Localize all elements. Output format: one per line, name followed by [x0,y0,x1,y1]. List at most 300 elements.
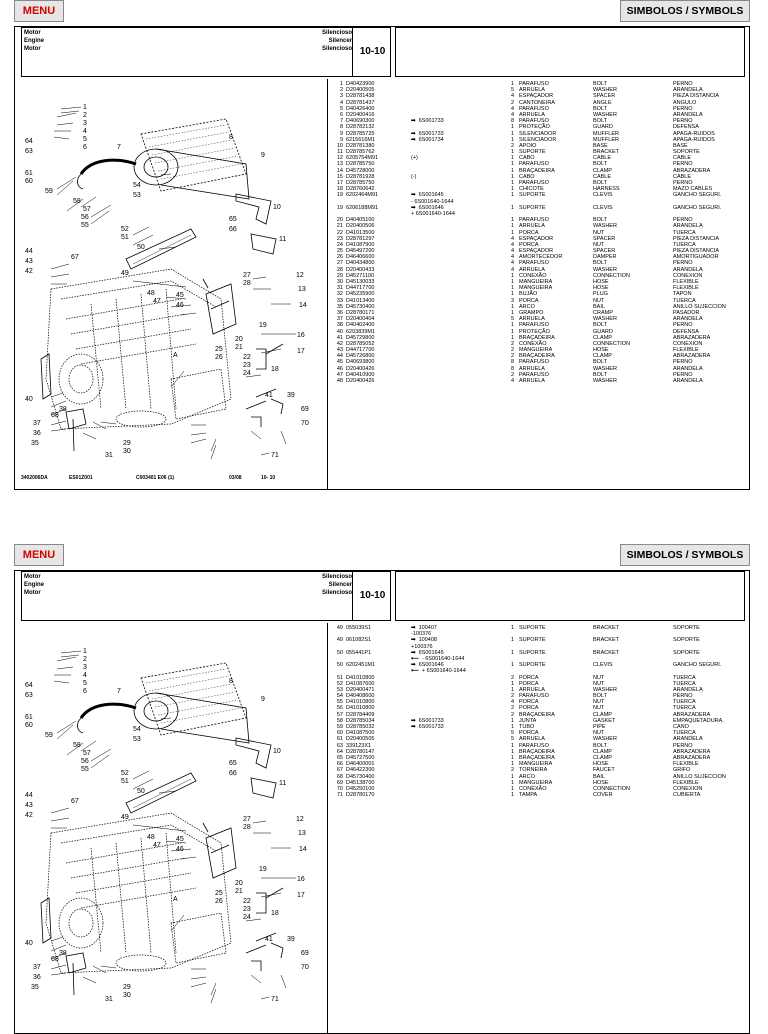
description-es: PERNO [673,180,693,186]
ref-number: 10 [336,142,343,149]
description-pt: MANGUEIRA [519,761,553,768]
quantity: 4 [510,248,514,255]
callout-65: 65 [229,216,237,223]
subgroup-title-pt: Silencioso [321,30,352,36]
description-es: GANCHO SEGURI. [673,662,722,669]
serial-note-text: - 6S001640-1644 [421,655,465,662]
part-number: D44717700 [346,285,375,292]
description-es: ANILLO SUJECCION [673,773,726,780]
description-en: CLEVIS [593,204,613,211]
quantity: 8 [510,359,514,366]
description-en: ANGLE [593,99,612,106]
description-es: TUERCA [673,297,696,304]
ref-number: 46 [336,365,343,372]
quantity: 4 [510,266,514,273]
ref-number: 31 [336,285,343,292]
ref-number: 25 [336,248,343,255]
ref-number: 14 [336,167,343,174]
quantity: 5 [510,87,514,94]
description-en: NUT [593,705,605,712]
part-number: D28785725 [346,130,375,137]
description-en: BOLT [593,359,607,366]
description-en: NUT [593,699,605,706]
part-number: D20400426 [346,378,375,384]
callout-13: 13 [298,286,306,293]
quantity: 2 [510,371,514,378]
callout-65: 65 [229,760,237,767]
description-pt: MANGUEIRA [519,347,553,354]
part-number: 6203839M1 [346,328,376,335]
description-pt: PORCA [519,699,539,706]
part-number: D46422300 [346,767,375,774]
description-pt: ARRUELA [519,686,545,693]
description-es: ARANDELA [673,87,703,94]
description-pt: SUPORTE [519,637,546,644]
callout-36: 36 [33,430,41,437]
description-pt: BRAÇADEIRA [519,711,555,718]
description-en: CONNECTION [593,785,630,792]
description-pt: PARAFUSO [519,359,549,366]
description-es: TUERCA [673,674,696,681]
callout-23: 23 [243,362,251,369]
description-pt: APOIO [519,142,537,149]
callout-3: 3 [83,664,87,671]
description-pt: PORCA [519,680,539,687]
ref-number: 19 [336,204,343,211]
description-en: DAMPER [593,254,617,261]
callout-54: 54 [133,182,141,189]
description-es: TAPON [673,291,692,298]
callout-22: 22 [243,354,251,361]
description-en: HOSE [593,285,609,292]
callout-1: 1 [83,104,87,111]
part-number: D41013400 [346,297,375,304]
part-number: D40693800 [346,359,375,366]
callout-4: 4 [83,128,87,135]
description-en: NUT [593,297,605,304]
description-es: FLEXIBLE [673,347,699,354]
ref-number: 22 [336,229,343,236]
description-en: CLAMP [593,754,612,761]
part-number: D41010800 [346,699,375,706]
description-en: BRACKET [593,649,619,656]
callout-31: 31 [105,452,113,459]
callout-6: 6 [83,688,87,695]
callout-16: 16 [297,332,305,339]
callout-69: 69 [301,950,309,957]
description-pt: ARCO [519,303,535,310]
callout-46: 46 [176,846,184,853]
description-es: GANCHO SEGURI. [673,204,722,211]
quantity: 4 [510,93,514,100]
quantity: 1 [510,272,514,279]
description-es: PERNO [673,118,693,125]
description-es: APAGA-RUIDOS [673,136,715,143]
ref-number: 23 [336,235,343,242]
description-en: GASKET [593,717,616,724]
description-en: CLAMP [593,353,612,360]
engine-block-shape [46,269,231,429]
ref-number: 67 [336,767,343,774]
callout-40: 40 [25,396,33,403]
menu-button[interactable]: MENU [14,544,64,566]
ref-number: 20 [336,217,343,224]
callout-54: 54 [133,726,141,733]
quantity: 2 [510,674,514,681]
quantity: 2 [510,767,514,774]
serial-arrow-icon: ➡ [411,118,416,125]
quantity: 2 [510,340,514,347]
description-pt: CABO [519,155,535,162]
description-pt: ESPAÇADOR [519,235,554,242]
description-en: NUT [593,229,605,236]
subgroup-title [302,573,352,597]
callout-36: 36 [33,974,41,981]
description-pt: ARRUELA [519,736,545,743]
description-en: BOLT [593,180,607,186]
quantity: 8 [510,118,514,125]
subgroup-title-en: Silencer [328,582,352,588]
ref-number: 64 [336,748,343,755]
callout-19: 19 [259,866,267,873]
description-en: GUARD [593,328,613,335]
quantity: 1 [510,192,514,199]
quantity: 3 [510,297,514,304]
callout-2: 2 [83,656,87,663]
callout-53: 53 [133,736,141,743]
subgroup-title-pt: Silencioso [321,574,352,580]
quantity: 1 [510,81,514,87]
quantity: 1 [510,717,514,724]
quantity: 1 [510,285,514,292]
part-number: D41010800 [346,705,375,712]
ref-number: 6 [339,111,343,118]
subgroup-title-es: Silencioso [321,590,352,596]
description-en: PIPE [593,724,606,730]
description-pt: AMORTECEDOR [519,254,563,261]
quantity: 1 [510,291,514,298]
quantity: 1 [510,637,514,644]
description-en: WASHER [593,736,617,743]
callout-45: 45 [176,292,184,299]
group-title-pt: Motor [24,574,41,580]
part-number: D20400505 [346,87,375,94]
description-en: BOLT [593,742,607,749]
ref-number: 2 [339,87,343,94]
description-pt: ARCO [519,773,535,780]
description-pt: CHICOTE [519,186,544,193]
description-pt: CONEXÃO [519,340,547,347]
description-en: HOSE [593,779,609,786]
callout-51: 51 [121,234,129,241]
part-number: D20400433 [346,266,375,273]
quantity: 1 [510,761,514,768]
description-es: SOPORTE [673,625,700,631]
quantity: 1 [510,204,514,211]
description-en: HOSE [593,761,609,768]
description-pt: ARRUELA [519,316,545,323]
callout-14: 14 [299,302,307,309]
part-number: D45130033 [346,279,375,285]
description-pt: ARRUELA [519,111,545,118]
callout-35: 35 [31,984,39,991]
callout-61: 61 [25,170,33,177]
parts-list [331,625,745,798]
part-number: D28780147 [346,748,375,755]
serial-note-text: 6S001646 [418,662,444,669]
description-pt: PARAFUSO [519,118,549,125]
description-en: BOLT [593,693,607,700]
description-es: ARANDELA [673,111,703,118]
part-number: D20400416 [346,111,375,118]
exhaust-pipe-shape [81,160,136,174]
ref-number: 54 [336,693,343,700]
description-pt: ARRUELA [519,378,545,384]
description-es: CUBIERTA [673,792,701,799]
part-number: D45235900 [346,291,375,298]
symbols-button[interactable]: SIMBOLOS / SYMBOLS [620,0,750,22]
description-en: BOLT [593,371,607,378]
callout-57: 57 [83,750,91,757]
description-es: MAZO CABLES [673,186,713,193]
ref-number: 26 [336,254,343,261]
callout-49: 49 [121,270,129,277]
quantity: 1 [510,748,514,755]
part-number: D28760642 [346,186,375,193]
quantity: 1 [510,322,514,329]
serial-note: + 6S001640-1644 [411,210,455,217]
description-pt: SUPORTE [519,204,546,211]
group-title-en: Engine [24,38,45,44]
description-es: PIEZA DISTANCIA [673,248,720,255]
serial-note-text: 6S001734 [418,136,444,143]
part-number: D40410900 [346,371,375,378]
callout-14: 14 [299,846,307,853]
description-en: SPACER [593,248,616,255]
quantity: 1 [510,223,514,230]
callout-26: 26 [215,354,223,361]
description-en: WASHER [593,365,617,372]
serial-arrow-icon: ➡ [411,649,416,656]
description-pt: BRAÇADEIRA [519,748,555,755]
description-pt: PARAFUSO [519,742,549,749]
callout-55: 55 [81,222,89,229]
part-number: D45730400 [346,773,375,780]
description-es: FLEXIBLE [673,279,699,285]
description-pt: PARAFUSO [519,217,549,224]
description-es: TUERCA [673,730,696,737]
description-en: CLEVIS [593,662,613,669]
description-es: PIEZA DISTANCIA [673,93,720,100]
ref-number: 4 [339,99,343,106]
callout-11: 11 [279,780,287,787]
ref-number: 27 [336,260,343,267]
exploded-view-drawing [21,623,327,1015]
callout-10: 10 [273,748,281,755]
description-en: CLAMP [593,748,612,755]
menu-button[interactable]: MENU [14,0,64,22]
group-title [24,573,44,597]
quantity: 1 [510,649,514,656]
serial-arrow-icon: ➡ [411,136,416,143]
callout-7: 7 [117,688,121,695]
description-pt: SUPORTE [519,192,546,199]
description-pt: SUPORTE [519,662,546,669]
ref-number: 56 [336,705,343,712]
description-en: CLAMP [593,334,612,341]
description-en: NUT [593,730,605,737]
description-en: WASHER [593,378,617,384]
ref-number: 5 [339,105,343,112]
quantity: 5 [510,736,514,743]
callout-60: 60 [25,722,33,729]
ref-number: 50 [336,662,343,669]
part-number: D41087900 [346,241,375,248]
description-en: WASHER [593,223,617,230]
description-es: CONEXION [673,340,703,347]
quantity: 2 [510,142,514,149]
ref-number: 49 [336,637,343,644]
description-es: APAGA-RUIDOS [673,130,715,137]
description-en: BRACKET [593,149,619,156]
quantity: 5 [510,730,514,737]
callout-18: 18 [271,366,279,373]
callout-9: 9 [261,152,265,159]
description-pt: PARAFUSO [519,180,549,186]
ref-number: 42 [336,340,343,347]
ref-number: 71 [336,792,343,799]
part-number: D40423900 [346,81,375,87]
quantity: 1 [510,785,514,792]
description-pt: BRAÇADEIRA [519,353,555,360]
description-pt: PARAFUSO [519,105,549,112]
callout-8: 8 [229,134,233,141]
ref-number: 44 [336,353,343,360]
callout-17: 17 [297,892,305,899]
description-en: WASHER [593,87,617,94]
quantity: 1 [510,167,514,174]
callout-19: 19 [259,322,267,329]
description-en: MUFFLER [593,130,619,137]
ref-number: 53 [336,686,343,693]
part-number: D45138700 [346,779,375,786]
ref-number: 15 [336,173,343,180]
part-number: 055039S1 [346,625,372,631]
part-number: D20400471 [346,686,375,693]
description-pt: PROTEÇÃO [519,328,550,335]
group-title [24,29,44,53]
callout-48: 48 [147,834,155,841]
ref-number: 8 [339,124,343,131]
quantity: 1 [510,779,514,786]
description-en: HOSE [593,279,609,285]
quantity: 1 [510,217,514,224]
quantity: 4 [510,235,514,242]
callout-39: 39 [287,392,295,399]
callout-1: 1 [83,648,87,655]
part-number: D45730400 [346,303,375,310]
parts-row [331,792,745,798]
quantity: 2 [510,347,514,354]
part-number: D40690300 [346,118,375,125]
description-pt: ARRUELA [519,266,545,273]
description-es: TUERCA [673,229,696,236]
description-es: PERNO [673,371,693,378]
quantity: 1 [510,161,514,168]
quantity: 1 [510,662,514,669]
part-number: D28782132 [346,124,375,131]
quantity: 1 [510,686,514,693]
callout-71: 71 [271,452,279,459]
description-pt: MANGUEIRA [519,285,553,292]
description-pt: ESPAÇADOR [519,248,554,255]
exploded-diagram [21,623,327,1015]
callout-56: 56 [81,214,89,221]
ref-number: 12 [336,155,343,162]
footer-date: 03/08 [229,475,242,481]
description-es: SOPORTE [673,649,700,656]
part-number: D46406600 [346,254,375,261]
description-es: FLEXIBLE [673,779,699,786]
description-en: CLEVIS [593,192,613,199]
diagram-callouts [25,104,309,471]
ref-number: 37 [336,316,343,323]
callout-55: 55 [81,766,89,773]
callout-41: 41 [265,392,273,399]
quantity: 1 [510,773,514,780]
callout-20: 20 [235,880,243,887]
callout-69: 69 [301,406,309,413]
description-es: ARANDELA [673,736,703,743]
description-en: BOLT [593,322,607,329]
ref-number: 52 [336,680,343,687]
callout-10: 10 [273,204,281,211]
callout-63: 63 [25,692,33,699]
callout-45: 45 [176,836,184,843]
description-en: SPACER [593,93,616,100]
exploded-diagram [21,79,327,471]
callout-18: 18 [271,910,279,917]
description-es: ARANDELA [673,316,703,323]
description-pt: ARRUELA [519,365,545,372]
description-en: CABLE [593,155,612,162]
quantity: 2 [510,711,514,718]
callout-12: 12 [296,272,304,279]
ref-number: 68 [336,773,343,780]
symbols-button[interactable]: SIMBOLOS / SYMBOLS [620,544,750,566]
description-es: TUERCA [673,241,696,248]
column-divider [327,623,328,1033]
quantity: 4 [510,699,514,706]
parts-row [331,378,745,384]
sheet-header [21,27,391,77]
ref-number: 28 [336,266,343,273]
callout-38: 38 [59,950,67,957]
description-pt: PORCA [519,229,539,236]
part-number: D40408600 [346,693,375,700]
description-en: NUT [593,680,605,687]
ref-number: 18 [336,186,343,193]
callout-43: 43 [25,258,33,265]
serial-note-text: 100407 [418,625,437,631]
quantity: 2 [510,705,514,712]
description-es: EMPAQUETADURA. [673,717,724,724]
description-pt: ARRUELA [519,223,545,230]
serial-note: -100376 [411,631,432,638]
serial-note-text: 6S001733 [418,717,444,724]
callout-42: 42 [25,812,33,819]
description-es: CANO [673,724,689,730]
